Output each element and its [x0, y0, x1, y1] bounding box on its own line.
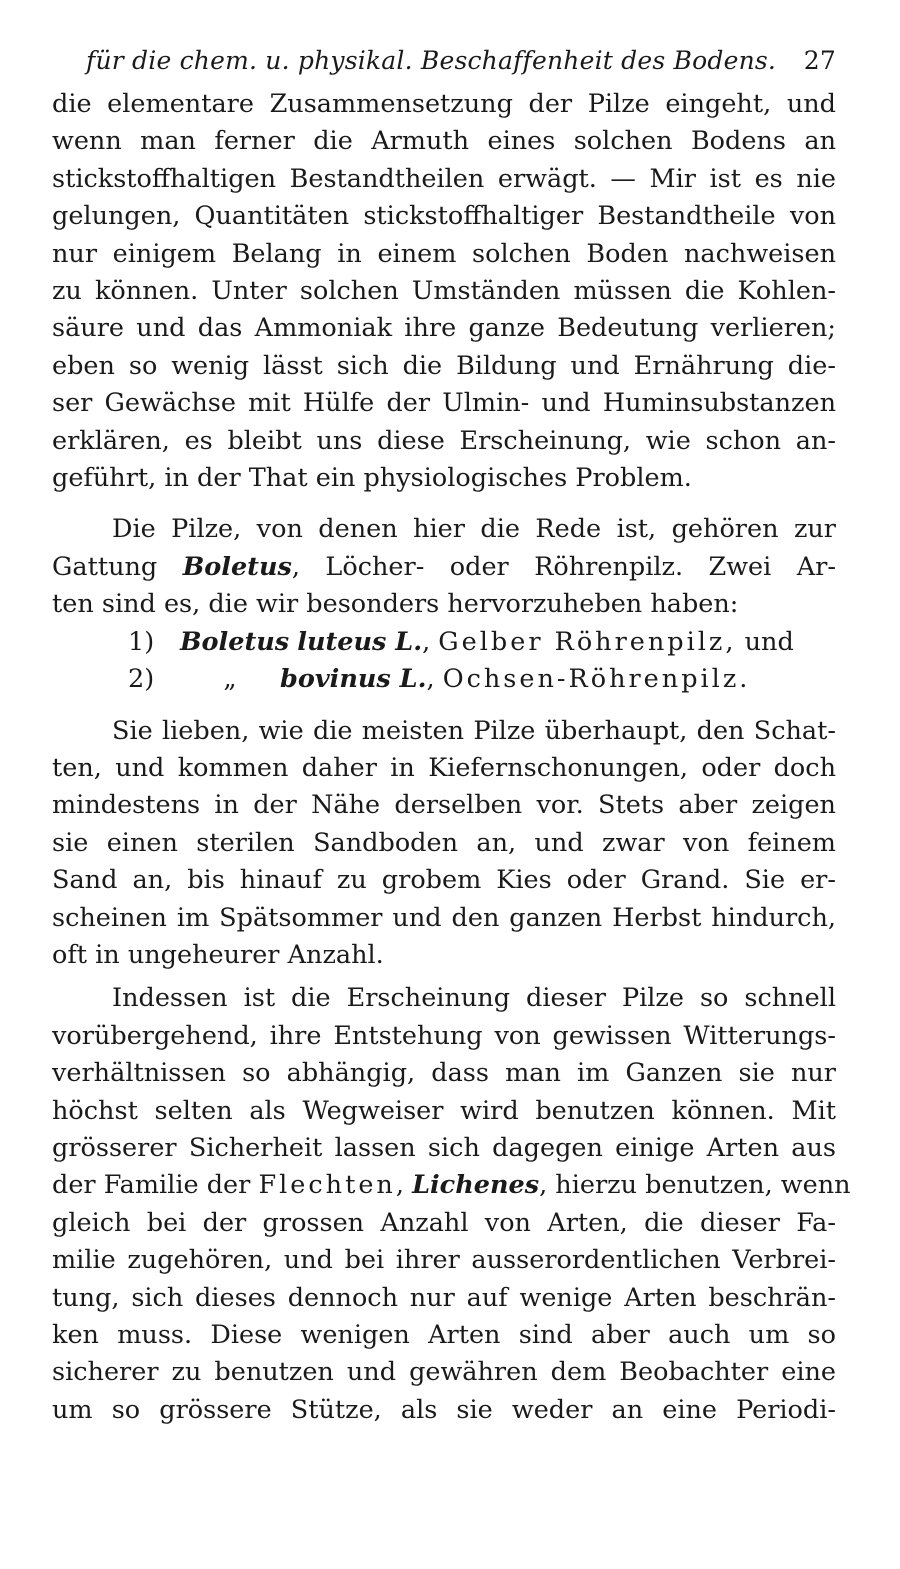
text-line: geführt, in der That ein physiologisches Problem.	[52, 463, 692, 494]
text-line: die elementare Zusammensetzung der Pilze eingeht, und	[52, 89, 836, 119]
text-line: erklären, es bleibt uns diese Erscheinung, wie schon an-	[52, 425, 836, 456]
paragraph-2	[52, 511, 836, 623]
text-line: Sand an, bis hinauf zu grobem Kies oder Grand. Sie er-	[52, 865, 836, 896]
text-line-with-genus: Gattung Boletus, Löcher- oder Röhrenpilz. Zwei Ar-	[52, 551, 836, 582]
italic-term: Lichenes	[412, 1170, 540, 1201]
text-line: ten sind es, die wir besonders hervorzuheben haben:	[52, 589, 739, 620]
text-line: oft in ungeheurer Anzahl.	[52, 939, 384, 970]
text-line: ten, und kommen daher in Kiefernschonungen, oder doch	[52, 752, 836, 783]
text-line: nur einigem Belang in einem solchen Boden nachweisen	[52, 238, 836, 269]
text-line: wenn man ferner die Armuth eines solchen Bodens an	[52, 126, 836, 157]
text-line: mindestens in der Nähe derselben vor. Stets aber zeigen	[52, 790, 836, 821]
text-line: zu können. Unter solchen Umständen müssen die Kohlen-	[52, 276, 836, 307]
text-line: säure und das Ammoniak ihre ganze Bedeutung verlieren;	[52, 313, 836, 344]
running-title: für die chem. u. physikal. Beschaffenheit des Bodens.	[86, 46, 777, 75]
list-tail: und	[744, 626, 794, 657]
list-number: 2)	[128, 664, 155, 695]
document-page	[52, 38, 851, 1429]
species-list-item-2: 2) „ bovinus L., Ochsen-Röhrenpilz.	[52, 661, 836, 698]
page-number: 27	[803, 46, 836, 75]
paragraph-3	[52, 713, 836, 975]
text-line: ken muss. Diese wenigen Arten sind aber auch um so	[52, 1320, 836, 1350]
spaced-term: Flechten	[258, 1170, 396, 1201]
text-line: tung, sich dieses dennoch nur auf wenige Arten beschrän-	[52, 1282, 836, 1313]
species-epithet: bovinus L.	[280, 664, 427, 695]
text-line: scheinen im Spätsommer und den ganzen Herbst hindurch,	[52, 902, 836, 933]
text-line: milie zugehören, und bei ihrer ausserordentlichen Verbrei-	[52, 1245, 836, 1276]
text-line: grösserer Sicherheit lassen sich dagegen einige Arten aus	[52, 1132, 836, 1163]
text-line: gleich bei der grossen Anzahl von Arten, die dieser Fa-	[52, 1207, 836, 1238]
species-list-item-1: 1) Boletus luteus L., Gelber Röhrenpilz, und	[52, 624, 836, 661]
species-common-name: Gelber Röhrenpilz,	[438, 626, 737, 657]
text-line: Die Pilze, von denen hier die Rede ist, gehören zur	[112, 514, 836, 545]
text-line: höchst selten als Wegweiser wird benutzen können. Mit	[52, 1095, 836, 1126]
italic-term: Boletus	[182, 551, 292, 582]
page-header	[52, 38, 836, 86]
text-line: verhältnissen so abhängig, dass man im Ganzen sie nur	[52, 1058, 836, 1089]
text-line: Indessen ist die Erscheinung dieser Pilze so schnell	[112, 983, 836, 1014]
list-number: 1)	[128, 626, 155, 657]
text-line: ser Gewächse mit Hülfe der Ulmin- und Huminsubstanzen	[52, 388, 836, 419]
text-line: sicherer zu benutzen und gewähren dem Beobachter eine	[52, 1357, 836, 1388]
text-line: um so grössere Stütze, als sie weder an eine Periodi-	[52, 1394, 836, 1425]
ditto-mark: „	[223, 664, 237, 695]
paragraph-1	[52, 86, 836, 497]
paragraph-4	[52, 980, 851, 1429]
text-line: stickstoffhaltigen Bestandtheilen erwägt. — Mir ist es nie	[52, 163, 836, 194]
text-line: vorübergehend, ihre Entstehung von gewissen Witterungs-	[52, 1020, 836, 1051]
species-epithet: luteus L.	[297, 626, 423, 657]
text-line-with-lichenes: der Familie der Flechten, Lichenes, hierzu benutzen, wenn	[52, 1170, 851, 1201]
species-genus: Boletus	[180, 626, 290, 657]
text-line: sie einen sterilen Sandboden an, und zwar von feinem	[52, 827, 836, 858]
text-line: gelungen, Quantitäten stickstoffhaltiger Bestandtheile von	[52, 201, 836, 232]
text-line: eben so wenig lässt sich die Bildung und Ernährung die-	[52, 350, 836, 381]
species-common-name: Ochsen-Röhrenpilz.	[442, 664, 751, 695]
text-line: Sie lieben, wie die meisten Pilze überhaupt, den Schat-	[112, 715, 836, 746]
